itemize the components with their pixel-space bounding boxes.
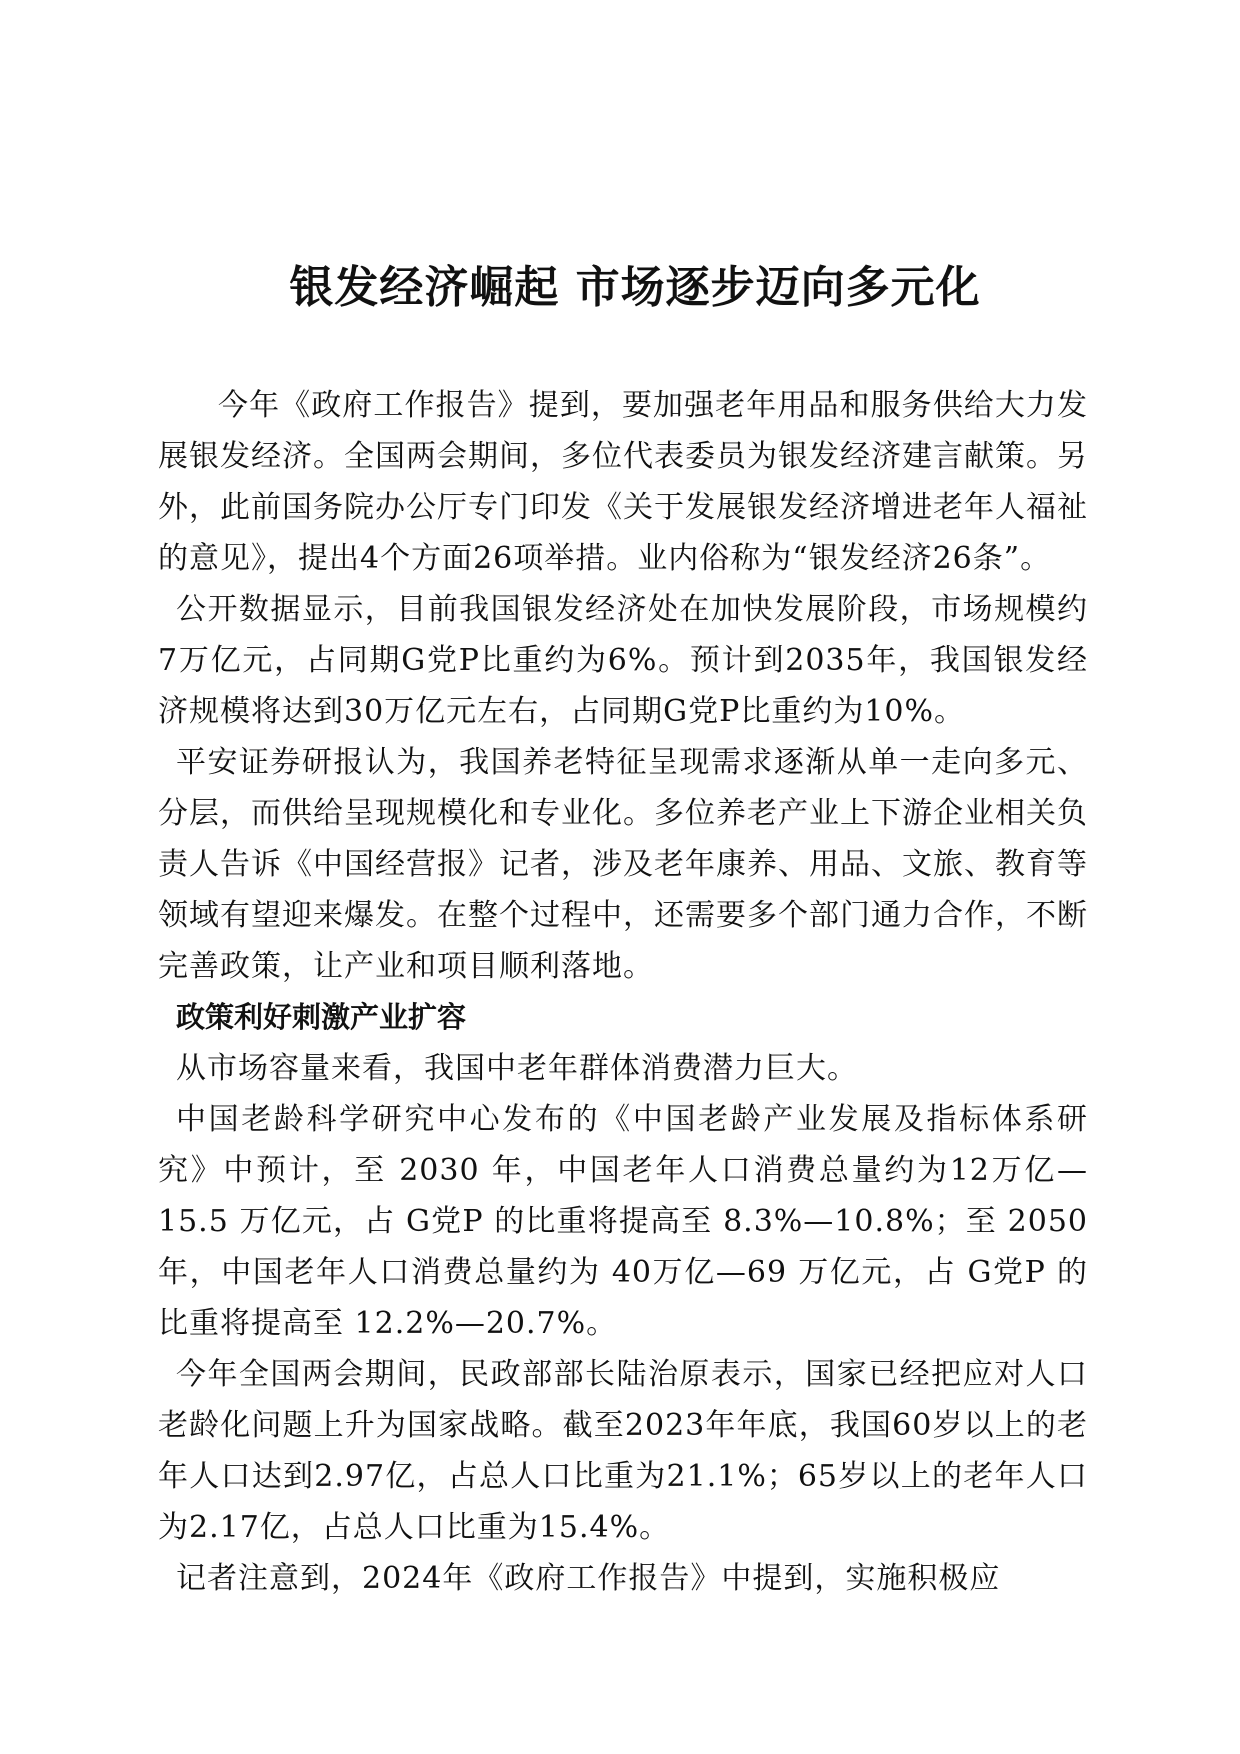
paragraph-6: 今年全国两会期间，民政部部长陆治原表示，国家已经把应对人口老龄化问题上升为国家战略。截至2023年年底，我国60岁以上的老年人口达到2.97亿，占总人口比重为21.1%；65岁以上的老年人口为2.17亿，占总人口比重为15.4%。 (158, 1357, 1088, 1545)
paragraph-4: 从市场容量来看，我国中老年群体消费潜力巨大。 (176, 1051, 858, 1086)
paragraph-3: 平安证券研报认为，我国养老特征呈现需求逐渐从单一走向多元、分层，而供给呈现规模化和专业化。多位养老产业上下游企业相关负责人告诉《中国经营报》记者，涉及老年康养、用品、文旅、教育等领域有望迎来爆发。在整个过程中，还需要多个部门通力合作，不断完善政策，让产业和项目顺利落地。 (158, 745, 1088, 984)
paragraph-1: 今年《政府工作报告》提到，要加强老年用品和服务供给大力发展银发经济。全国两会期间，多位代表委员为银发经济建言献策。另外，此前国务院办公厅专门印发《关于发展银发经济增进老年人福祉的意见》，提出4个方面26项举措。业内俗称为“银发经济26条”。 (158, 388, 1088, 576)
article-title: 银发经济崛起 市场逐步迈向多元化 (289, 262, 981, 313)
paragraph-7: 记者注意到，2024年《政府工作报告》中提到，实施积极应 (176, 1561, 1001, 1596)
paragraph-5: 中国老龄科学研究中心发布的《中国老龄产业发展及指标体系研究》中预计，至 2030 年，中国老年人口消费总量约为12万亿—15.5 万亿元，占 G党P 的比重将提高至 8.3%—10.8%；至 2050 年，中国老年人口消费总量约为 40万亿—69 万亿元，占 G党P 的比重将提高至 12.2%—20.7%。 (158, 1102, 1088, 1341)
section-subheading: 政策利好刺激产业扩容 (176, 1000, 467, 1034)
article-body (158, 380, 1088, 1604)
paragraph-2: 公开数据显示，目前我国银发经济处在加快发展阶段，市场规模约7万亿元，占同期G党P比重约为6%。预计到2035年，我国银发经济规模将达到30万亿元左右，占同期G党P比重约为10%。 (158, 592, 1088, 729)
